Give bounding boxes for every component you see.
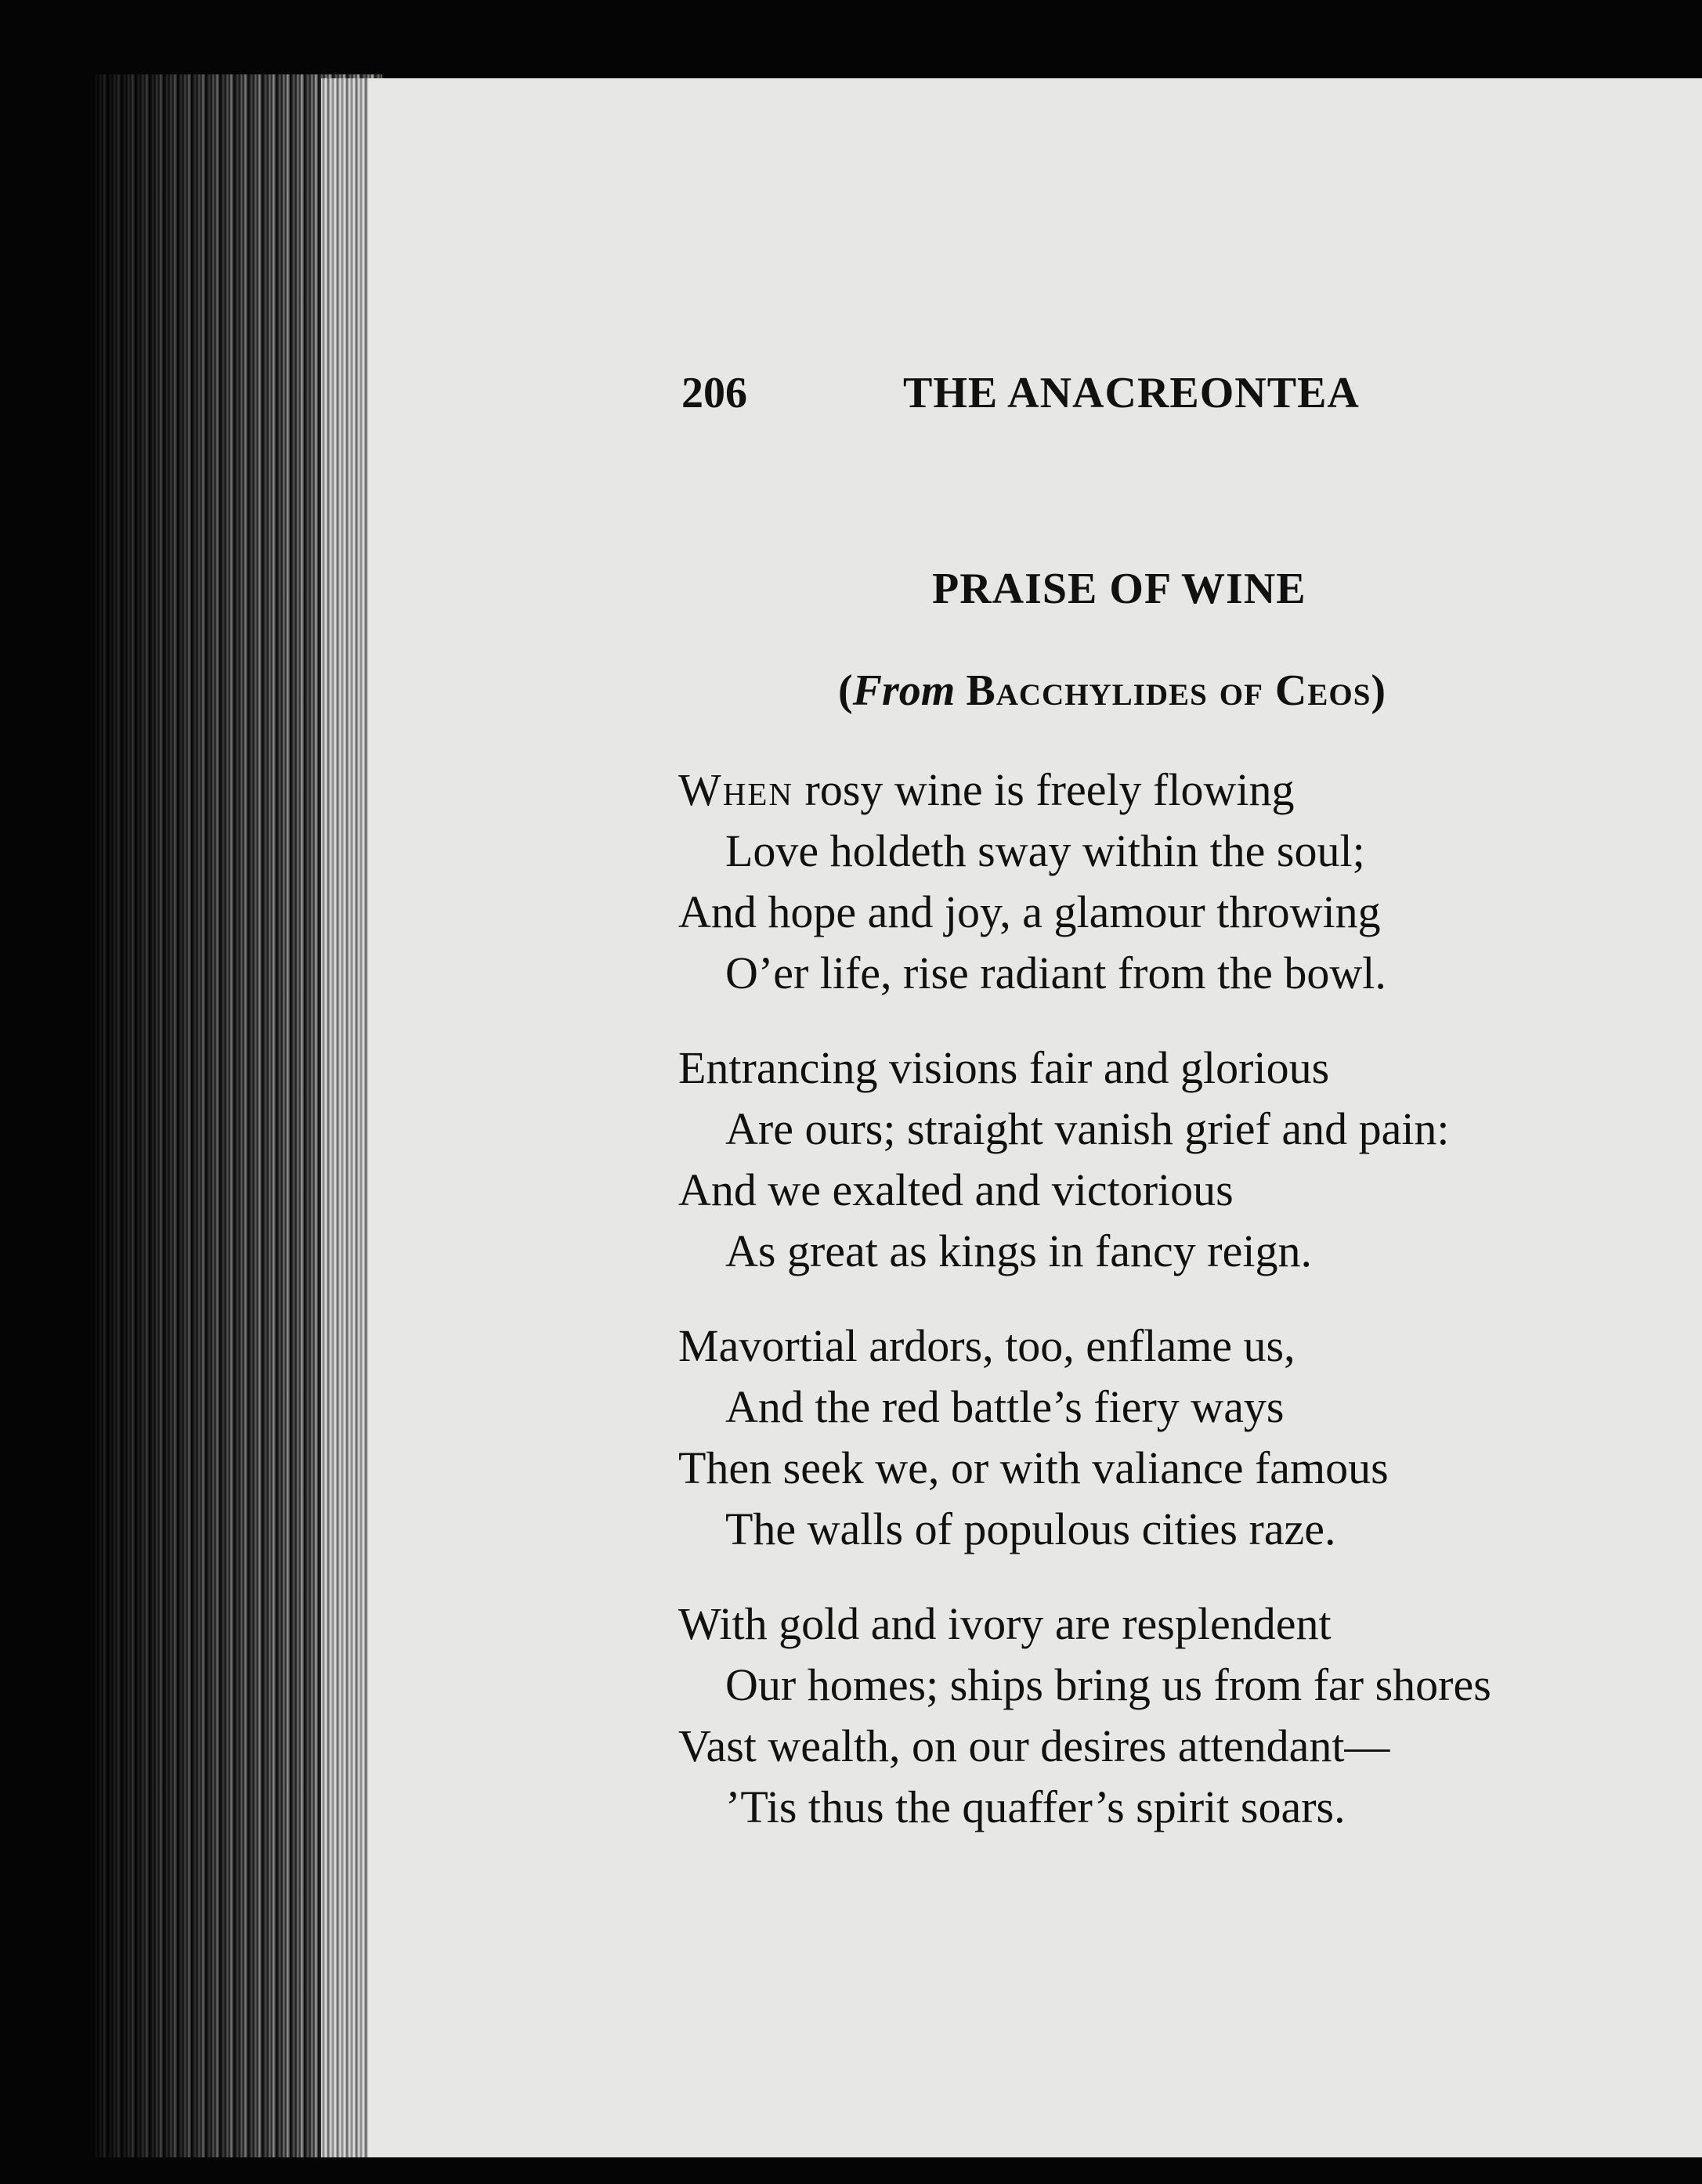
stanza-1 xyxy=(678,760,1673,1004)
first-word: When xyxy=(678,764,794,815)
poem-line: The walls of populous cities raze. xyxy=(725,1504,1336,1554)
poem-line: Love holdeth sway within the soul; xyxy=(725,825,1365,876)
poem-source: (From Bacchylides of Ceos) xyxy=(838,666,1386,715)
page-number: 206 xyxy=(681,369,747,417)
poem-line: Are ours; straight vanish grief and pain: xyxy=(725,1103,1450,1154)
poem-line: And hope and joy, a glamour throwing xyxy=(678,886,1381,937)
poem-title: PRAISE OF WINE xyxy=(932,565,1306,613)
line-text: rosy wine is freely flowing xyxy=(793,764,1295,815)
poem-line: Mavortial ardors, too, enflame us, xyxy=(678,1320,1295,1371)
poem-line: And the red battle’s fiery ways xyxy=(725,1381,1285,1432)
poem-body xyxy=(678,760,1673,1872)
stanza-3 xyxy=(678,1316,1673,1560)
stanza-4 xyxy=(678,1594,1673,1838)
stanza-2 xyxy=(678,1038,1673,1282)
poem-line: O’er life, rise radiant from the bowl. xyxy=(725,948,1386,998)
running-title: THE ANACREONTEA xyxy=(903,369,1360,417)
running-head xyxy=(368,368,1702,423)
source-author: Bacchylides of Ceos xyxy=(966,666,1371,715)
source-from: From xyxy=(852,666,956,715)
poem-line: Our homes; ships bring us from far shores xyxy=(725,1659,1491,1710)
poem-line xyxy=(678,760,1673,821)
book-page xyxy=(368,78,1702,2157)
poem-line: As great as kings in fancy reign. xyxy=(725,1226,1312,1276)
poem-line: With gold and ivory are resplendent xyxy=(678,1598,1332,1649)
poem-line: Vast wealth, on our desires attendant— xyxy=(678,1720,1390,1771)
poem-line: And we exalted and victorious xyxy=(678,1164,1234,1215)
poem-line: Then seek we, or with valiance famous xyxy=(678,1442,1389,1493)
poem-line: Entrancing visions fair and glorious xyxy=(678,1042,1330,1093)
poem-line: ’Tis thus the quaffer’s spirit soars. xyxy=(725,1781,1346,1832)
